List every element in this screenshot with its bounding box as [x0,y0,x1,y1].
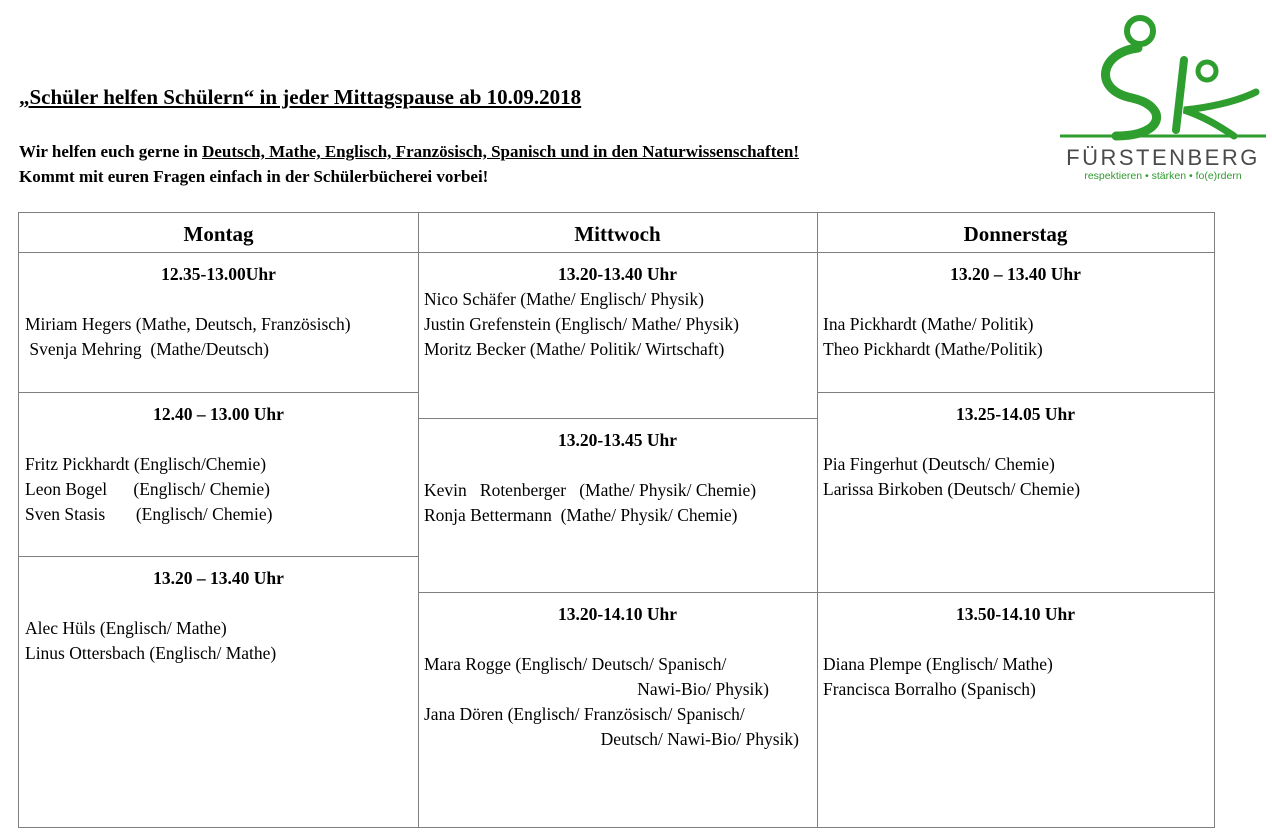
tutor-entry-line: Jana Dören (Englisch/ Französisch/ Spanisch/ [424,704,745,724]
day-column-mittwoch [418,213,818,827]
time-slot [817,253,1214,393]
intro-text [19,139,799,189]
intro-line-1 [19,139,799,164]
tutor-entry: Pia Fingerhut (Deutsch/ Chemie) [823,454,1055,474]
tutor-entry-line: Mara Rogge (Englisch/ Deutsch/ Spanisch/ [424,654,727,674]
slot-time: 13.25-14.05 Uhr [955,404,1076,424]
tutor-entry: Theo Pickhardt (Mathe/Politik) [823,339,1043,359]
slot-time: 12.35-13.00Uhr [161,264,276,284]
school-tagline: respektieren • stärken • fo(e)rdern [1084,170,1242,182]
tutor-entry [424,652,811,702]
tutor-entry [424,702,811,752]
intro-line-2: Kommt mit euren Fragen einfach in der Schülerbücherei vorbei! [19,167,489,186]
slot-time: 13.20-13.40 Uhr [557,264,678,284]
tutor-entry-continuation: Deutsch/ Nawi-Bio/ Physik) [600,729,799,749]
schedule-table [18,212,1215,828]
page-title: „Schüler helfen Schülern“ in jeder Mittagspause ab 10.09.2018 [19,85,582,109]
intro-prefix: Wir helfen euch gerne in [19,142,203,161]
tutor-entry: Miriam Hegers (Mathe, Deutsch, Französisch) [25,314,351,334]
day-header: Montag [19,213,418,253]
intro-subjects: Deutsch, Mathe, Englisch, Französisch, Spanisch und in den Naturwissenschaften! [202,142,800,161]
slot-time: 13.20-14.10 Uhr [557,604,678,624]
day-column-donnerstag [817,213,1214,827]
school-name: FÜRSTENBERG [1066,145,1260,170]
time-slot [19,253,418,393]
time-slot [19,557,418,827]
tutor-entry: Sven Stasis (Englisch/ Chemie) [25,504,273,524]
tutor-entry-continuation: Nawi-Bio/ Physik) [637,679,769,699]
tutor-entry: Alec Hüls (Englisch/ Mathe) [25,618,227,638]
slot-time: 13.20 – 13.40 Uhr [153,568,284,588]
day-header: Mittwoch [418,213,817,253]
time-slot [19,393,418,557]
slot-time: 12.40 – 13.00 Uhr [153,404,284,424]
tutor-entry: Ina Pickhardt (Mathe/ Politik) [823,314,1034,334]
slot-time: 13.50-14.10 Uhr [955,604,1076,624]
tutor-entry: Nico Schäfer (Mathe/ Englisch/ Physik) [424,289,704,309]
tutor-entry: Francisca Borralho (Spanisch) [823,679,1036,699]
tutor-entry: Linus Ottersbach (Englisch/ Mathe) [25,643,277,663]
time-slot [418,593,817,827]
day-column-montag [19,213,419,827]
tutor-entry: Leon Bogel (Englisch/ Chemie) [25,479,270,499]
time-slot [418,419,817,593]
slot-time: 13.20-13.45 Uhr [557,430,678,450]
time-slot [817,593,1214,827]
tutor-entry: Kevin Rotenberger (Mathe/ Physik/ Chemie) [424,480,757,500]
tutor-entry: Larissa Birkoben (Deutsch/ Chemie) [823,479,1081,499]
time-slot [817,393,1214,593]
tutor-entry: Moritz Becker (Mathe/ Politik/ Wirtschaft) [424,339,725,359]
tutor-entry: Ronja Bettermann (Mathe/ Physik/ Chemie) [424,505,738,525]
tutor-entry: Svenja Mehring (Mathe/Deutsch) [25,339,269,359]
slot-time: 13.20 – 13.40 Uhr [950,264,1081,284]
day-header: Donnerstag [817,213,1214,253]
time-slot [418,253,817,419]
tutor-entry: Diana Plempe (Englisch/ Mathe) [823,654,1053,674]
tutor-entry: Fritz Pickhardt (Englisch/Chemie) [25,454,267,474]
tutor-entry: Justin Grefenstein (Englisch/ Mathe/ Physik) [424,314,739,334]
